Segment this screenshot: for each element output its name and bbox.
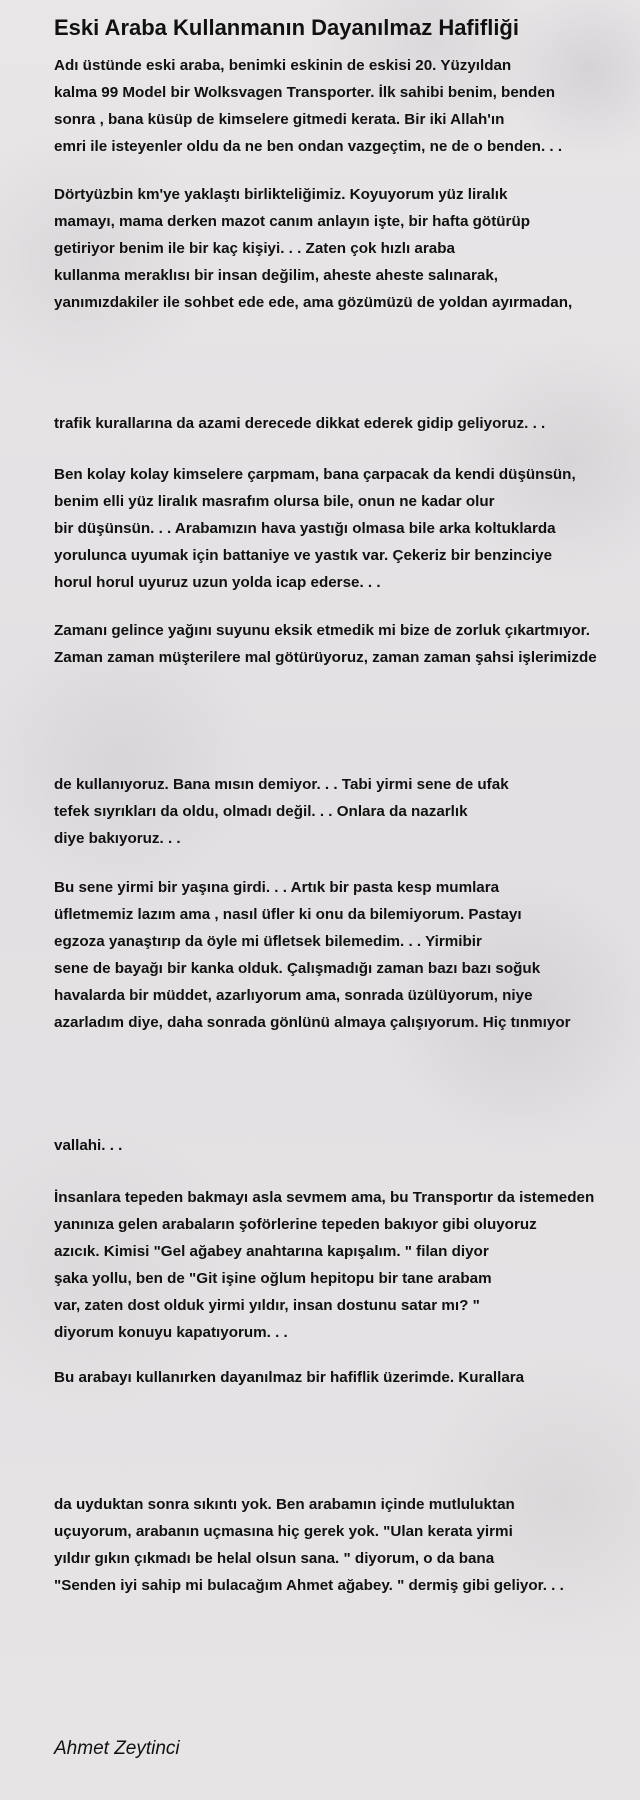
poem-line: üfletmemiz lazım ama , nasıl üfler ki onu da bilemiyorum. Pastayı <box>54 906 522 923</box>
poem-line: "Senden iyi sahip mi bulacağım Ahmet ağabey. " dermiş gibi geliyor. . . <box>54 1577 564 1594</box>
author-signature: Ahmet Zeytinci <box>54 1738 180 1759</box>
poem-line: var, zaten dost olduk yirmi yıldır, insan dostunu satar mı? " <box>54 1297 480 1314</box>
paragraph-10 <box>54 1364 634 1391</box>
poem-line: Bu sene yirmi bir yaşına girdi. . . Artık bir pasta kesp mumlara <box>54 879 500 896</box>
poem-line: havalarda bir müddet, azarlıyorum ama, sonrada üzülüyorum, niye <box>54 987 533 1004</box>
poem-line: Zaman zaman müşterilere mal götürüyoruz, zaman zaman şahsi işlerimizde <box>54 649 597 666</box>
poem-line: Bu arabayı kullanırken dayanılmaz bir hafiflik üzerimde. Kurallara <box>54 1369 525 1386</box>
poem-line: bir düşünsün. . . Arabamızın hava yastığı olmasa bile arka koltuklarda <box>54 520 556 537</box>
poem-line: azarladım diye, daha sonrada gönlünü almaya çalışıyorum. Hiç tınmıyor <box>54 1014 571 1031</box>
poem-line: sene de bayağı bir kanka olduk. Çalışmadığı zaman bazı bazı soğuk <box>54 960 541 977</box>
poem-line: Adı üstünde eski araba, benimki eskinin de eskisi 20. Yüzyıldan <box>54 57 512 74</box>
poem-line: mamayı, mama derken mazot canım anlayın işte, bir hafta götürüp <box>54 213 531 230</box>
poem-line: tefek sıyrıkları da oldu, olmadı değil. . . Onlara da nazarlık <box>54 803 468 820</box>
paragraph-8 <box>54 1132 634 1159</box>
poem-line: emri ile isteyenler oldu da ne ben ondan vazgeçtim, ne de o benden. . . <box>54 138 563 155</box>
poem-line: kullanma meraklısı bir insan değilim, aheste aheste salınarak, <box>54 267 499 284</box>
paragraph-3 <box>54 410 634 437</box>
paragraph-5 <box>54 617 634 671</box>
poem-line: yıldır gıkın çıkmadı be helal olsun sana. " diyorum, o da bana <box>54 1550 495 1567</box>
paragraph-4 <box>54 461 634 596</box>
poem-line: uçuyorum, arabanın uçmasına hiç gerek yok. "Ulan kerata yirmi <box>54 1523 513 1540</box>
poem-line: sonra , bana küsüp de kimselere gitmedi kerata. Bir iki Allah'ın <box>54 111 505 128</box>
poem-line: diye bakıyoruz. . . <box>54 830 181 847</box>
poem-line: azıcık. Kimisi "Gel ağabey anahtarına kapışalım. " filan diyor <box>54 1243 489 1260</box>
poem-line: Ben kolay kolay kimselere çarpmam, bana çarpacak da kendi düşünsün, <box>54 466 576 483</box>
paragraph-1 <box>54 52 634 160</box>
paragraph-9 <box>54 1184 634 1346</box>
poem-line: yanınıza gelen arabaların şoförlerine tepeden bakıyor gibi oluyoruz <box>54 1216 537 1233</box>
poem-line: egzoza yanaştırıp da öyle mi üfletsek bilemedim. . . Yirmibir <box>54 933 482 950</box>
paragraph-6 <box>54 771 634 852</box>
paragraph-7 <box>54 874 634 1036</box>
poem-line: benim elli yüz liralık masrafım olursa bile, onun ne kadar olur <box>54 493 495 510</box>
paragraph-11 <box>54 1491 634 1599</box>
poem-line: da uyduktan sonra sıkıntı yok. Ben arabamın içinde mutluluktan <box>54 1496 515 1513</box>
poem-line: horul horul uyuruz uzun yolda icap ederse. . . <box>54 574 381 591</box>
poem-line: diyorum konuyu kapatıyorum. . . <box>54 1324 288 1341</box>
poem-line: yanımızdakiler ile sohbet ede ede, ama gözümüzü de yoldan ayırmadan, <box>54 294 573 311</box>
poem-title: Eski Araba Kullanmanın Dayanılmaz Hafifliği <box>54 15 519 40</box>
poem-line: şaka yollu, ben de "Git işine oğlum hepitopu bir tane arabam <box>54 1270 492 1287</box>
poem-line: de kullanıyoruz. Bana mısın demiyor. . . Tabi yirmi sene de ufak <box>54 776 509 793</box>
poem-line: İnsanlara tepeden bakmayı asla sevmem ama, bu Transportır da istemeden <box>54 1189 595 1206</box>
poem-line: Dörtyüzbin km'ye yaklaştı birlikteliğimiz. Koyuyorum yüz liralık <box>54 186 508 203</box>
poem-line: vallahi. . . <box>54 1137 123 1154</box>
poem-line: Zamanı gelince yağını suyunu eksik etmedik mi bize de zorluk çıkartmıyor. <box>54 622 590 639</box>
poem-line: getiriyor benim ile bir kaç kişiyi. . . Zaten çok hızlı araba <box>54 240 455 257</box>
paragraph-2 <box>54 181 634 316</box>
poem-line: trafik kurallarına da azami derecede dikkat ederek gidip geliyoruz. . . <box>54 415 546 432</box>
poem-line: kalma 99 Model bir Wolksvagen Transporter. İlk sahibi benim, benden <box>54 84 556 101</box>
poem-line: yorulunca uyumak için battaniye ve yastık var. Çekeriz bir benzinciye <box>54 547 553 564</box>
